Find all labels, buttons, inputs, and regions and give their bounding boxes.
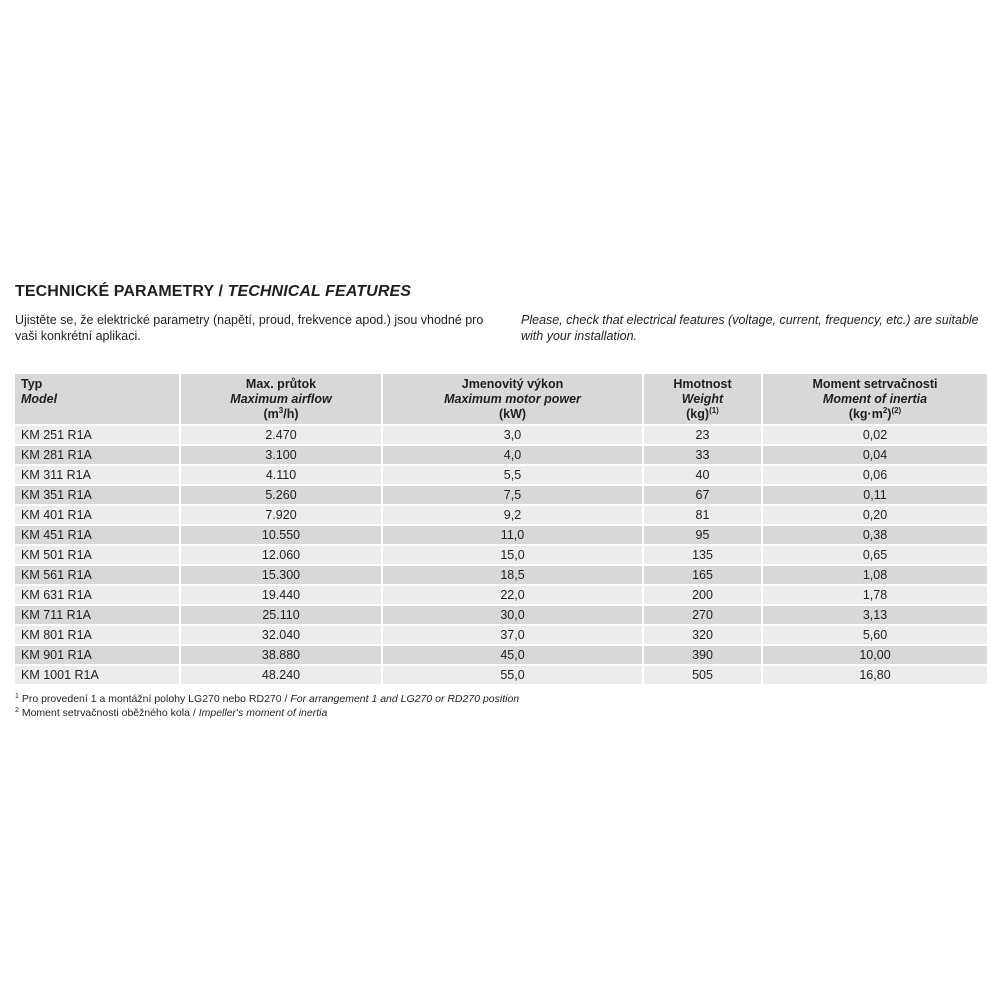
table-row bbox=[15, 586, 987, 604]
cell-weight: 81 bbox=[644, 506, 761, 524]
intro-text-en: Please, check that electrical features (voltage, current, frequency, etc.) are suitable with your installation. bbox=[521, 313, 979, 343]
cell-power: 11,0 bbox=[383, 526, 642, 544]
cell-power: 37,0 bbox=[383, 626, 642, 644]
cell-weight: 270 bbox=[644, 606, 761, 624]
table-row bbox=[15, 566, 987, 584]
unit-text: /h) bbox=[283, 407, 299, 421]
header-inertia bbox=[763, 374, 987, 424]
cell-weight: 390 bbox=[644, 646, 761, 664]
table-row bbox=[15, 666, 987, 684]
footnote-en: Impeller's moment of inertia bbox=[198, 707, 328, 719]
unit-text: (m bbox=[263, 407, 279, 421]
cell-model: KM 801 R1A bbox=[15, 626, 179, 644]
header-cz: Jmenovitý výkon bbox=[461, 377, 564, 391]
unit-text: (kg·m bbox=[848, 407, 883, 421]
cell-model: KM 631 R1A bbox=[15, 586, 179, 604]
header-en: Model bbox=[21, 392, 58, 406]
header-unit bbox=[769, 407, 981, 422]
unit-exponent: 3 bbox=[278, 406, 284, 415]
header-power bbox=[383, 374, 642, 424]
cell-model: KM 351 R1A bbox=[15, 486, 179, 504]
cell-inertia: 1,78 bbox=[763, 586, 987, 604]
cell-inertia: 10,00 bbox=[763, 646, 987, 664]
cell-airflow: 19.440 bbox=[181, 586, 381, 604]
unit-text: (kg) bbox=[686, 407, 710, 421]
cell-inertia: 0,06 bbox=[763, 466, 987, 484]
table-row bbox=[15, 446, 987, 464]
cell-airflow: 10.550 bbox=[181, 526, 381, 544]
cell-model: KM 311 R1A bbox=[15, 466, 179, 484]
cell-model: KM 251 R1A bbox=[15, 426, 179, 444]
footnote-ref: (1) bbox=[709, 406, 719, 415]
table-row bbox=[15, 546, 987, 564]
cell-power: 55,0 bbox=[383, 666, 642, 684]
cell-model: KM 501 R1A bbox=[15, 546, 179, 564]
cell-airflow: 12.060 bbox=[181, 546, 381, 564]
table-row bbox=[15, 526, 987, 544]
table-row bbox=[15, 646, 987, 664]
cell-model: KM 401 R1A bbox=[15, 506, 179, 524]
cell-airflow: 2.470 bbox=[181, 426, 381, 444]
table-header-row bbox=[15, 374, 987, 424]
header-model bbox=[15, 374, 179, 424]
table-row bbox=[15, 506, 987, 524]
cell-weight: 95 bbox=[644, 526, 761, 544]
table-row bbox=[15, 606, 987, 624]
header-unit bbox=[187, 407, 375, 422]
header-unit bbox=[650, 407, 755, 422]
footnote-ref: (2) bbox=[891, 406, 902, 415]
cell-weight: 67 bbox=[644, 486, 761, 504]
cell-weight: 40 bbox=[644, 466, 761, 484]
cell-power: 4,0 bbox=[383, 446, 642, 464]
cell-model: KM 451 R1A bbox=[15, 526, 179, 544]
cell-inertia: 0,11 bbox=[763, 486, 987, 504]
header-en: Maximum airflow bbox=[230, 392, 332, 406]
cell-inertia: 1,08 bbox=[763, 566, 987, 584]
cell-weight: 165 bbox=[644, 566, 761, 584]
title-cz: TECHNICKÉ PARAMETRY / bbox=[15, 283, 228, 300]
table-row bbox=[15, 626, 987, 644]
footnote-1 bbox=[15, 692, 519, 706]
cell-airflow: 32.040 bbox=[181, 626, 381, 644]
footnote-cz: Moment setrvačnosti oběžného kola / bbox=[21, 707, 199, 719]
header-cz: Typ bbox=[21, 377, 43, 391]
table-row bbox=[15, 466, 987, 484]
intro-text-cz: Ujistěte se, že elektrické parametry (napětí, proud, frekvence apod.) jsou vhodné pro vaši konkrétní aplikaci. bbox=[15, 313, 484, 343]
cell-inertia: 0,04 bbox=[763, 446, 987, 464]
cell-power: 18,5 bbox=[383, 566, 642, 584]
title-en: TECHNICAL FEATURES bbox=[227, 283, 412, 300]
unit-exponent: 2 bbox=[882, 406, 888, 415]
table-row bbox=[15, 486, 987, 504]
header-cz: Moment setrvačnosti bbox=[812, 377, 938, 391]
header-en: Weight bbox=[681, 392, 724, 406]
cell-weight: 505 bbox=[644, 666, 761, 684]
cell-inertia: 0,20 bbox=[763, 506, 987, 524]
cell-power: 22,0 bbox=[383, 586, 642, 604]
footnote-cz: Pro provedení 1 a montážní polohy LG270 nebo RD270 / bbox=[21, 693, 291, 705]
cell-airflow: 7.920 bbox=[181, 506, 381, 524]
cell-weight: 33 bbox=[644, 446, 761, 464]
footnote-2 bbox=[15, 706, 519, 720]
technical-features-table bbox=[13, 372, 989, 686]
cell-airflow: 25.110 bbox=[181, 606, 381, 624]
footnote-mark: 1 bbox=[15, 693, 19, 700]
footnote-en: For arrangement 1 and LG270 or RD270 position bbox=[290, 693, 520, 705]
cell-power: 45,0 bbox=[383, 646, 642, 664]
cell-inertia: 3,13 bbox=[763, 606, 987, 624]
cell-model: KM 561 R1A bbox=[15, 566, 179, 584]
cell-power: 9,2 bbox=[383, 506, 642, 524]
table-body bbox=[15, 426, 987, 684]
footnote-mark: 2 bbox=[15, 707, 19, 714]
cell-weight: 320 bbox=[644, 626, 761, 644]
cell-inertia: 5,60 bbox=[763, 626, 987, 644]
cell-model: KM 1001 R1A bbox=[15, 666, 179, 684]
cell-airflow: 48.240 bbox=[181, 666, 381, 684]
header-en: Maximum motor power bbox=[444, 392, 581, 406]
cell-weight: 135 bbox=[644, 546, 761, 564]
cell-power: 5,5 bbox=[383, 466, 642, 484]
cell-airflow: 38.880 bbox=[181, 646, 381, 664]
cell-inertia: 0,38 bbox=[763, 526, 987, 544]
cell-inertia: 16,80 bbox=[763, 666, 987, 684]
cell-airflow: 3.100 bbox=[181, 446, 381, 464]
cell-model: KM 711 R1A bbox=[15, 606, 179, 624]
footnotes bbox=[15, 692, 519, 720]
cell-airflow: 15.300 bbox=[181, 566, 381, 584]
header-cz: Hmotnost bbox=[673, 377, 732, 391]
header-en: Moment of inertia bbox=[822, 392, 928, 406]
cell-power: 30,0 bbox=[383, 606, 642, 624]
cell-airflow: 5.260 bbox=[181, 486, 381, 504]
cell-model: KM 901 R1A bbox=[15, 646, 179, 664]
cell-model: KM 281 R1A bbox=[15, 446, 179, 464]
unit-text: ) bbox=[887, 407, 892, 421]
cell-power: 7,5 bbox=[383, 486, 642, 504]
header-cz: Max. průtok bbox=[245, 377, 317, 391]
cell-power: 3,0 bbox=[383, 426, 642, 444]
header-airflow bbox=[181, 374, 381, 424]
table-row bbox=[15, 426, 987, 444]
cell-inertia: 0,02 bbox=[763, 426, 987, 444]
cell-airflow: 4.110 bbox=[181, 466, 381, 484]
cell-weight: 200 bbox=[644, 586, 761, 604]
cell-power: 15,0 bbox=[383, 546, 642, 564]
header-unit: (kW) bbox=[498, 407, 527, 421]
header-weight bbox=[644, 374, 761, 424]
cell-weight: 23 bbox=[644, 426, 761, 444]
section-title bbox=[15, 283, 411, 301]
cell-inertia: 0,65 bbox=[763, 546, 987, 564]
